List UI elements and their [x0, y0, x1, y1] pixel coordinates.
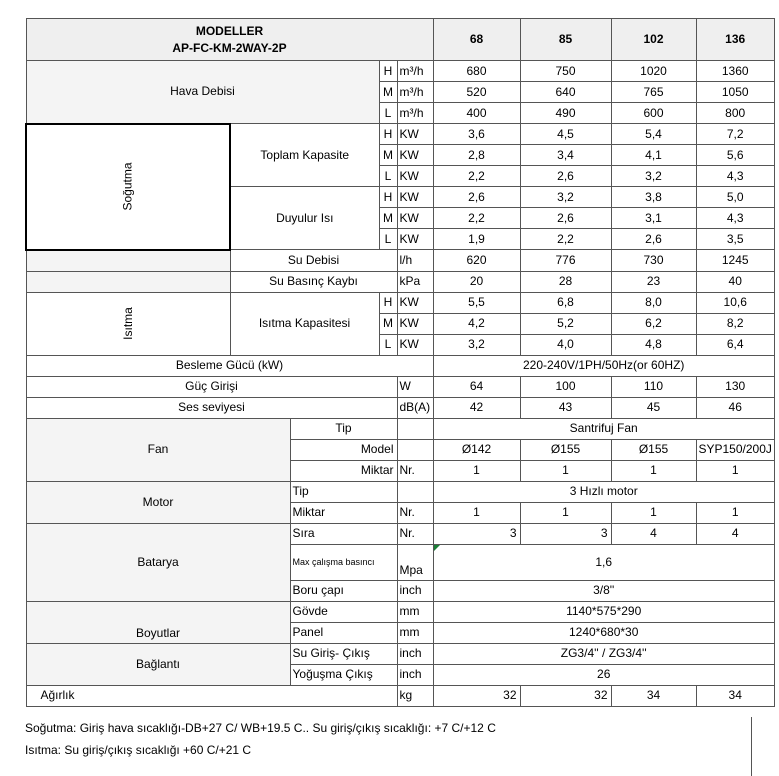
value-cell: 3,2 — [611, 166, 696, 187]
value-cell: 800 — [696, 103, 774, 124]
value-cell: 3,2 — [433, 334, 520, 355]
pressure-drop-row — [26, 271, 774, 292]
value-cell: 8,0 — [611, 292, 696, 313]
fan-label: Fan — [26, 418, 290, 481]
unit-cell: dB(A) — [397, 397, 433, 418]
sensible-heat-label: Duyulur Isı — [230, 187, 379, 250]
value-cell: 40 — [696, 271, 774, 292]
unit-cell: m³/h — [397, 103, 433, 124]
value-cell: 34 — [611, 685, 696, 706]
value-cell: 7,2 — [696, 124, 774, 145]
heating-note: Isıtma: Su giriş/çıkış sıcaklığı +60 C/+21 C — [25, 743, 252, 757]
pressure-drop-label: Su Basınç Kaybı — [230, 271, 397, 292]
level-m: M — [379, 208, 397, 229]
value-cell: 28 — [520, 271, 611, 292]
body-dims-value: 1140*575*290 — [433, 601, 774, 622]
value-cell: 34 — [696, 685, 774, 706]
spacer-cell — [26, 250, 230, 272]
value-cell: 20 — [433, 271, 520, 292]
value-cell: 3,8 — [611, 187, 696, 208]
value-cell: 6,8 — [520, 292, 611, 313]
spacer-cell — [26, 271, 230, 292]
value-cell: 2,8 — [433, 145, 520, 166]
unit-cell: mm — [397, 601, 433, 622]
motor-type-label: Tip — [290, 481, 397, 502]
unit-cell: m³/h — [397, 61, 433, 82]
value-cell: 4,8 — [611, 334, 696, 355]
unit-cell: KW — [397, 229, 433, 250]
heating-section-label — [26, 292, 230, 355]
value-cell: 400 — [433, 103, 520, 124]
value-cell: 1 — [433, 502, 520, 523]
unit-cell: kg — [397, 685, 433, 706]
unit-cell: KW — [397, 124, 433, 145]
motor-label: Motor — [26, 481, 290, 523]
value-cell: SYP150/200J — [696, 439, 774, 460]
noise-row — [26, 397, 774, 418]
value-cell: 1 — [696, 460, 774, 481]
value-cell: 5,5 — [433, 292, 520, 313]
unit-cell: KW — [397, 187, 433, 208]
model-136-header: 136 — [696, 19, 774, 61]
drain-connection-value: 26 — [433, 664, 774, 685]
coil-pressure-label: Max çalışma basıncı — [290, 544, 397, 580]
unit-cell — [397, 418, 433, 439]
value-cell: 2,2 — [433, 166, 520, 187]
value-cell: 2,6 — [520, 208, 611, 229]
value-cell: 4,5 — [520, 124, 611, 145]
power-input-row — [26, 376, 774, 397]
fan-type-row — [26, 418, 774, 439]
heating-capacity-row-h — [26, 292, 774, 313]
water-connection-row — [26, 643, 774, 664]
level-l: L — [379, 103, 397, 124]
value-cell: 46 — [696, 397, 774, 418]
power-supply-value: 220-240V/1PH/50Hz(or 60HZ) — [433, 355, 774, 376]
weight-label: Ağırlık — [26, 685, 397, 706]
value-cell: 10,6 — [696, 292, 774, 313]
value-cell: 776 — [520, 250, 611, 272]
level-l: L — [379, 334, 397, 355]
body-label: Gövde — [290, 601, 397, 622]
water-flow-label: Su Debisi — [230, 250, 397, 272]
value-cell: 3 — [433, 523, 520, 544]
unit-cell: Nr. — [397, 502, 433, 523]
value-cell: 1 — [611, 502, 696, 523]
value-cell: 520 — [433, 82, 520, 103]
value-cell: 1050 — [696, 82, 774, 103]
fan-model-label: Model — [290, 439, 397, 460]
body-dims-row — [26, 601, 774, 622]
value-cell: 640 — [520, 82, 611, 103]
level-h: H — [379, 61, 397, 82]
level-h: H — [379, 292, 397, 313]
value-cell: 32 — [433, 685, 520, 706]
value-cell: 2,6 — [433, 187, 520, 208]
value-cell: 43 — [520, 397, 611, 418]
coil-pipe-value: 3/8'' — [433, 580, 774, 601]
value-cell: 2,6 — [520, 166, 611, 187]
drain-connection-label: Yoğuşma Çıkış — [290, 664, 397, 685]
unit-cell: l/h — [397, 250, 433, 272]
value-cell: 600 — [611, 103, 696, 124]
connection-label: Bağlantı — [26, 643, 290, 685]
unit-cell: m³/h — [397, 82, 433, 103]
value-cell: 3,4 — [520, 145, 611, 166]
value-cell: 5,2 — [520, 313, 611, 334]
motor-type-value: 3 Hızlı motor — [433, 481, 774, 502]
fan-qty-label: Miktar — [290, 460, 397, 481]
value-cell: 32 — [520, 685, 611, 706]
models-title: MODELLER — [195, 23, 264, 38]
level-m: M — [379, 82, 397, 103]
model-85-header: 85 — [520, 19, 611, 61]
value-cell: 1 — [520, 502, 611, 523]
coil-pipe-label: Boru çapı — [290, 580, 397, 601]
value-cell: 3,5 — [696, 229, 774, 250]
value-cell: 1360 — [696, 61, 774, 82]
water-connection-value: ZG3/4'' / ZG3/4'' — [433, 643, 774, 664]
value-cell: 100 — [520, 376, 611, 397]
value-cell: 45 — [611, 397, 696, 418]
water-flow-row — [26, 250, 774, 272]
value-cell: 3,1 — [611, 208, 696, 229]
unit-cell: inch — [397, 664, 433, 685]
level-h: H — [379, 124, 397, 145]
unit-cell: KW — [397, 145, 433, 166]
value-cell: Ø142 — [433, 439, 520, 460]
power-supply-label: Besleme Gücü (kW) — [26, 355, 433, 376]
unit-cell: KW — [397, 334, 433, 355]
total-capacity-label: Toplam Kapasite — [230, 124, 379, 187]
air-flow-label: Hava Debisi — [26, 61, 379, 124]
value-cell: 490 — [520, 103, 611, 124]
motor-qty-label: Miktar — [290, 502, 397, 523]
unit-cell: KW — [397, 313, 433, 334]
coil-pressure-value: 1,6 — [433, 544, 774, 580]
value-cell: 1245 — [696, 250, 774, 272]
value-cell: 3,6 — [433, 124, 520, 145]
value-cell: 6,2 — [611, 313, 696, 334]
unit-cell: mm — [397, 622, 433, 643]
value-cell: 620 — [433, 250, 520, 272]
value-cell: 4,0 — [520, 334, 611, 355]
value-cell: 110 — [611, 376, 696, 397]
dimensions-label: Boyutlar — [26, 601, 290, 643]
header-row — [26, 19, 774, 61]
model-102-header: 102 — [611, 19, 696, 61]
cooling-note: Soğutma: Giriş hava sıcaklığı-DB+27 C/ WB+19.5 C.. Su giriş/çıkış sıcaklığı: +7 C/+12 C — [25, 721, 496, 735]
value-cell: 4,2 — [433, 313, 520, 334]
noise-label: Ses seviyesi — [26, 397, 397, 418]
series-code: AP-FC-KM-2WAY-2P — [172, 40, 287, 55]
models-header-cell — [26, 19, 433, 61]
heating-label: Isıtma — [120, 307, 135, 340]
value-cell: 6,4 — [696, 334, 774, 355]
power-input-label: Güç Girişi — [26, 376, 397, 397]
unit-cell: KW — [397, 166, 433, 187]
value-cell: 765 — [611, 82, 696, 103]
fan-type-value: Santrifuj Fan — [433, 418, 774, 439]
level-m: M — [379, 145, 397, 166]
value-cell: 2,2 — [520, 229, 611, 250]
value-cell: 4 — [611, 523, 696, 544]
cooling-label: Soğutma — [120, 162, 135, 211]
value-cell: 4 — [696, 523, 774, 544]
panel-dims-value: 1240*680*30 — [433, 622, 774, 643]
weight-row — [26, 685, 774, 706]
value-cell: Ø155 — [611, 439, 696, 460]
level-m: M — [379, 313, 397, 334]
frame-right-border — [751, 717, 752, 776]
unit-cell: Mpa — [397, 544, 433, 580]
value-cell: 1020 — [611, 61, 696, 82]
cooling-section-label — [26, 124, 230, 250]
air-flow-row-h — [26, 61, 774, 82]
coil-rows-label: Sıra — [290, 523, 397, 544]
unit-cell — [397, 439, 433, 460]
fan-type-label: Tip — [290, 418, 397, 439]
level-h: H — [379, 187, 397, 208]
value-cell: 750 — [520, 61, 611, 82]
unit-cell: inch — [397, 580, 433, 601]
coil-rows-row — [26, 523, 774, 544]
heating-capacity-label: Isıtma Kapasitesi — [230, 292, 379, 355]
value-cell: 2,2 — [433, 208, 520, 229]
value-cell: 23 — [611, 271, 696, 292]
value-cell: 1 — [520, 460, 611, 481]
value-cell: 64 — [433, 376, 520, 397]
value-cell: 5,6 — [696, 145, 774, 166]
spec-table — [25, 18, 775, 707]
value-cell: 4,1 — [611, 145, 696, 166]
value-cell: 2,6 — [611, 229, 696, 250]
value-cell: 680 — [433, 61, 520, 82]
total-capacity-row-h — [26, 124, 774, 145]
panel-label: Panel — [290, 622, 397, 643]
unit-cell: W — [397, 376, 433, 397]
value-cell: 130 — [696, 376, 774, 397]
value-cell: 1,9 — [433, 229, 520, 250]
footnotes — [25, 717, 496, 761]
level-l: L — [379, 229, 397, 250]
value-cell: 4,3 — [696, 208, 774, 229]
coil-label: Batarya — [26, 523, 290, 601]
unit-cell: kPa — [397, 271, 433, 292]
unit-cell: KW — [397, 208, 433, 229]
value-cell: 1 — [696, 502, 774, 523]
unit-cell: Nr. — [397, 523, 433, 544]
value-cell: 1 — [611, 460, 696, 481]
value-cell: 5,0 — [696, 187, 774, 208]
value-cell: 730 — [611, 250, 696, 272]
water-connection-label: Su Giriş- Çıkış — [290, 643, 397, 664]
value-cell: 1 — [433, 460, 520, 481]
model-68-header: 68 — [433, 19, 520, 61]
level-l: L — [379, 166, 397, 187]
unit-cell: KW — [397, 292, 433, 313]
value-cell: 42 — [433, 397, 520, 418]
value-cell: 8,2 — [696, 313, 774, 334]
unit-cell — [397, 481, 433, 502]
value-cell: 4,3 — [696, 166, 774, 187]
motor-type-row — [26, 481, 774, 502]
power-supply-row — [26, 355, 774, 376]
unit-cell: Nr. — [397, 460, 433, 481]
value-cell: Ø155 — [520, 439, 611, 460]
unit-cell: inch — [397, 643, 433, 664]
value-cell: 5,4 — [611, 124, 696, 145]
value-cell: 3,2 — [520, 187, 611, 208]
value-cell: 3 — [520, 523, 611, 544]
